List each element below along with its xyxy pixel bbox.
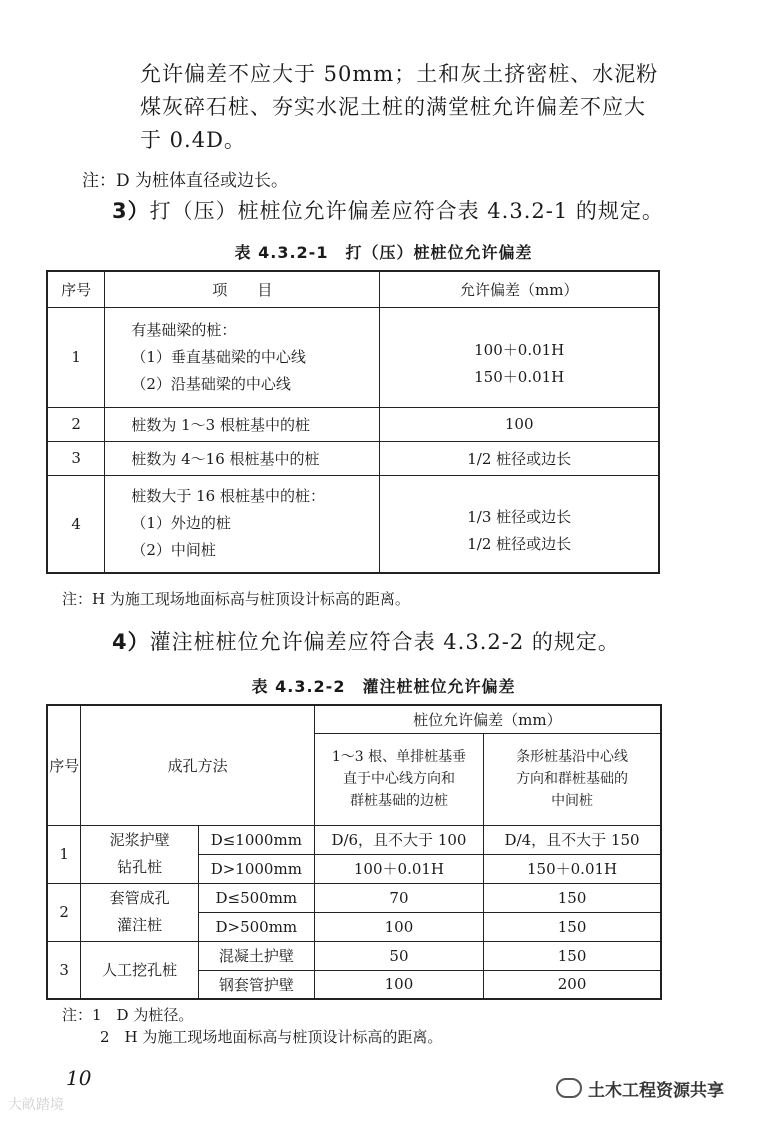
group-no: 1 [47,825,81,883]
item-line: （1）外边的桩 [131,514,231,533]
table1 [46,270,660,574]
value-middle: 200 [484,970,661,999]
group-no: 2 [47,883,81,941]
header-line: 条形桩基沿中心线 [516,749,629,765]
row-value [380,307,659,407]
table-row [47,825,661,854]
table1-header-no: 序号 [47,271,105,307]
value-middle: D/4，且不大于 150 [484,825,661,854]
table-row [47,441,659,475]
row-value: 100 [380,407,659,441]
table-row [47,407,659,441]
item4-number: 4） [112,630,150,654]
item3-text: 打（压）桩桩位允许偏差应符合表 4.3.2-1 的规定。 [149,199,664,223]
condition: 混凝土护壁 [198,941,314,970]
row-value [380,475,659,573]
table2-header-tolerance: 桩位允许偏差（mm） [314,705,661,733]
group-method [81,825,198,883]
item-line: 有基础梁的桩： [131,320,237,339]
table2-note-2: 2 H 为施工现场地面标高与桩顶设计标高的距离。 [100,1028,443,1046]
row-value: 1/2 桩径或边长 [380,441,659,475]
table1-header-item: 项 目 [105,271,380,307]
item3-number: 3） [112,199,150,223]
group-method: 人工挖孔桩 [81,941,198,999]
header-line: 1～3 根、单排桩基垂 [331,749,467,765]
method-line: 钻孔桩 [117,858,163,876]
chat-bubble-icon [556,1078,582,1098]
condition: D>1000mm [198,854,314,883]
header-line: 方向和群桩基础的 [516,771,629,787]
item4-text: 灌注桩桩位允许偏差应符合表 4.3.2-2 的规定。 [149,630,620,654]
condition: 钢套管护壁 [198,970,314,999]
row-item: 桩数为 4～16 根桩基中的桩 [105,441,380,475]
paragraph-line: 允许偏差不应大于 50mm；土和灰土挤密桩、水泥粉 [140,62,659,86]
value-middle: 150 [484,883,661,912]
table2-header-edge [314,733,483,825]
table-row [47,307,659,407]
paragraph-line: 煤灰碎石桩、夯实水泥土桩的满堂桩允许偏差不应大 [140,95,646,119]
row-no: 1 [47,307,105,407]
value-line: 1/2 桩径或边长 [467,534,572,553]
value-edge: 70 [314,883,483,912]
table2-note-1: 注：1 D 为桩径。 [62,1006,194,1024]
header-line: 中间桩 [551,793,594,809]
watermark-left: 大畝踏境 [8,1097,64,1113]
note-top: 注：D 为桩体直径或边长。 [82,171,289,191]
item-line: 桩数大于 16 根桩基中的桩： [131,487,325,506]
table2-title: 表 4.3.2-2 灌注桩桩位允许偏差 [251,677,516,696]
method-line: 泥浆护壁 [109,831,170,849]
value-edge: 50 [314,941,483,970]
watermark-right-text: 土木工程资源共享 [588,1081,724,1101]
row-item [105,307,380,407]
table1-note: 注：H 为施工现场地面标高与桩顶设计标高的距离。 [62,590,410,608]
condition: D≤500mm [198,883,314,912]
item-line: （2）中间桩 [131,541,216,560]
row-no: 3 [47,441,105,475]
row-item [105,475,380,573]
group-method [81,883,198,941]
table2-header-middle [484,733,661,825]
method-line: 套管成孔 [109,889,170,907]
value-line: 100＋0.01H [474,341,565,359]
value-line: 150＋0.01H [474,368,565,386]
table2 [46,704,662,1000]
row-no: 4 [47,475,105,573]
value-edge: 100 [314,912,483,941]
paragraph-line: 于 0.4D。 [140,128,246,152]
method-line: 灌注桩 [117,916,163,934]
group-no: 3 [47,941,81,999]
table-row [47,941,661,970]
table2-header-method: 成孔方法 [81,705,314,825]
item-line: （1）垂直基础梁的中心线 [131,347,306,366]
row-no: 2 [47,407,105,441]
value-edge: D/6，且不大于 100 [314,825,483,854]
value-edge: 100＋0.01H [314,854,483,883]
row-item: 桩数为 1～3 根桩基中的桩 [105,407,380,441]
value-middle: 150 [484,941,661,970]
value-line: 1/3 桩径或边长 [467,507,572,526]
header-line: 群桩基础的边桩 [349,793,448,809]
item3-heading [112,195,664,225]
page-number: 10 [66,1066,92,1090]
header-line: 直于中心线方向和 [342,771,455,787]
value-middle: 150 [484,912,661,941]
table-row [47,883,661,912]
value-edge: 100 [314,970,483,999]
watermark-right [556,1076,724,1101]
condition: D>500mm [198,912,314,941]
value-middle: 150＋0.01H [484,854,661,883]
item4-heading [112,626,620,656]
item-line: （2）沿基础梁的中心线 [131,374,291,393]
condition: D≤1000mm [198,825,314,854]
table2-header-no: 序号 [47,705,81,825]
table1-title: 表 4.3.2-1 打（压）桩桩位允许偏差 [234,243,533,262]
table-row [47,475,659,573]
table1-header-tolerance: 允许偏差（mm） [380,271,659,307]
